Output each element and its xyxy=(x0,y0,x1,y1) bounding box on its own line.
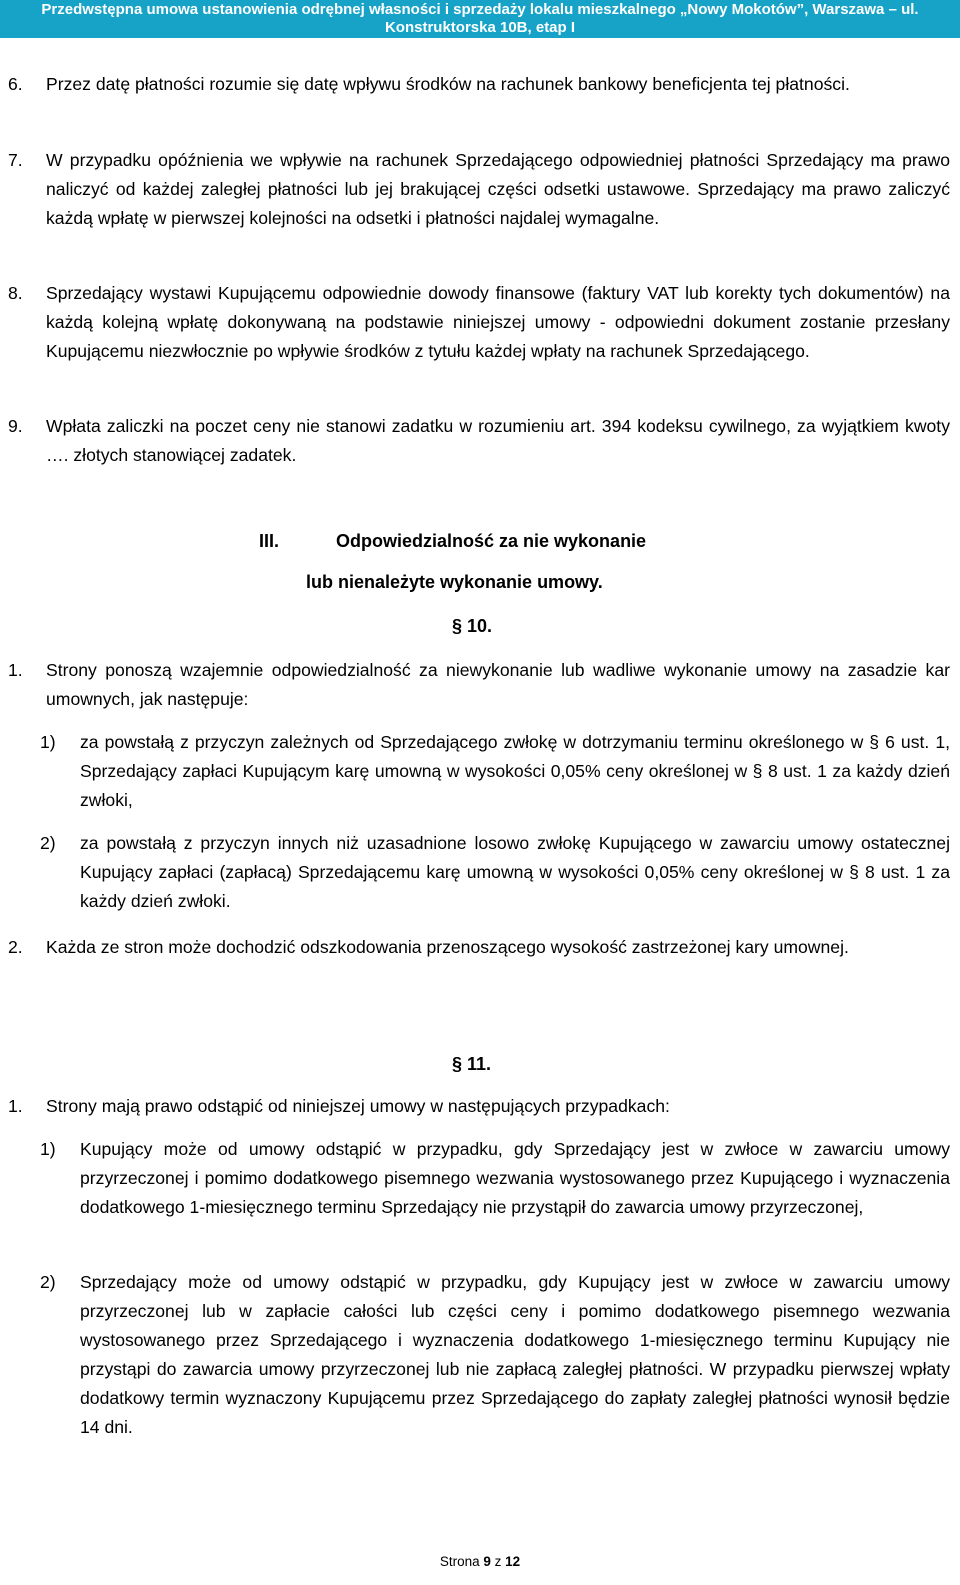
item-6-text: Przez datę płatności rozumie się datę wpływu środków na rachunek bankowy beneficjenta tej płatności. xyxy=(46,74,850,94)
footer-prefix: Strona xyxy=(439,1554,484,1569)
s11-item-number-1: 1. xyxy=(8,1096,23,1116)
item-number-7: 7. xyxy=(8,150,23,170)
s10-subitem-1-text: za powstałą z przyczyn zależnych od Sprzedającego zwłokę w dotrzymaniu terminu określonego w § 6 ust. 1, Sprzedający zapłaci Kupującym karę umowną w wysokości 0,05% ceny określonej w § 8 ust. 1 za każdy dzień zwłoki, xyxy=(80,732,950,810)
header-line-2: Konstruktorska 10B, etap I xyxy=(384,19,576,36)
section-roman-numeral: III. xyxy=(259,531,280,551)
section-title-line-1: Odpowiedzialność za nie wykonanie xyxy=(336,531,647,551)
item-9-text: Wpłata zaliczki na poczet ceny nie stanowi zadatku w rozumieniu art. 394 kodeksu cywilnego, za wyjątkiem kwoty …. złotych stanowiącej zadatek. xyxy=(46,416,950,465)
header-line-1: Przedwstępna umowa ustanowienia odrębnej własności i sprzedaży lokalu mieszkalnego „Nowy Mokotów”, Warszawa – ul. xyxy=(41,1,919,18)
s10-item-2-text: Każda ze stron może dochodzić odszkodowania przenoszącego wysokość zastrzeżonej kary umownej. xyxy=(46,937,849,957)
s10-subitem-number-2: 2) xyxy=(40,833,56,853)
s11-subitem-number-2: 2) xyxy=(40,1272,56,1292)
item-number-9: 9. xyxy=(8,416,23,436)
s11-subitem-2-text: Sprzedający może od umowy odstąpić w przypadku, gdy Kupujący jest w zwłoce w zawarciu umowy przyrzeczonej lub w zapłacie całości lub części ceny i pomimo dodatkowego pisemnego wezwania wystosowanego przez Sprzedającego i wyznaczenia dodatkowego 1-miesięcznego terminu Kupujący nie przystąpi do zawarcia umowy przyrzeczonej lub nie zapłacą zaległej płatności. W przypadku pierwszej wpłaty dodatkowy termin wyznaczony Kupującemu przez Sprzedającego do zapłaty zaległej płatności wynosił będzie 14 dni. xyxy=(80,1272,950,1437)
section-title-line-2: lub nienależyte wykonanie umowy. xyxy=(306,572,603,592)
footer-page-total: 12 xyxy=(505,1554,521,1569)
s10-item-1-text: Strony ponoszą wzajemnie odpowiedzialność za niewykonanie lub wadliwe wykonanie umowy na zasadzie kar umownych, jak następuje: xyxy=(46,660,950,709)
s10-item-number-1: 1. xyxy=(8,660,23,680)
s10-subitem-2-text: za powstałą z przyczyn innych niż uzasadnione losowo zwłokę Kupującego w zawarciu umowy ostatecznej Kupujący zapłaci (zapłacą) Sprzedającemu karę umowną w wysokości 0,05% ceny określonej w § 8 ust. 1 za każdy dzień zwłoki. xyxy=(80,833,950,911)
item-8-text: Sprzedający wystawi Kupującemu odpowiednie dowody finansowe (faktury VAT lub korekty tych dokumentów) na każdą kolejną wpłatę dokonywaną na podstawie niniejszej umowy - odpowiedni dokument zostanie przesłany Kupującemu niezwłocznie po wpływie środków z tytułu każdej wpłaty na rachunek Sprzedającego. xyxy=(46,283,950,361)
document-header xyxy=(0,0,960,38)
footer-of: z xyxy=(490,1554,506,1569)
footer-page-number: 9 xyxy=(483,1554,491,1569)
item-7-text: W przypadku opóźnienia we wpływie na rachunek Sprzedającego odpowiedniej płatności Sprzedający ma prawo naliczyć od każdej zaległej płatności lub jej brakującej części odsetki ustawowe. Sprzedający ma prawo zaliczyć każdą wpłatę w pierwszej kolejności na odsetki i płatności najdalej wymagalne. xyxy=(46,150,950,228)
page-footer xyxy=(0,1553,960,1571)
paragraph-mark-10: § 10. xyxy=(452,616,493,636)
s11-subitem-number-1: 1) xyxy=(40,1139,56,1159)
s10-item-number-2: 2. xyxy=(8,937,23,957)
s11-subitem-1-text: Kupujący może od umowy odstąpić w przypadku, gdy Sprzedający jest w zwłoce w zawarciu umowy przyrzeczonej i pomimo dodatkowego pisemnego wezwania wystosowanego przez Kupującego i wyznaczenia dodatkowego 1-miesięcznego terminu Sprzedający nie przystąpił do zawarcia umowy przyrzeczonej, xyxy=(80,1139,950,1217)
s11-item-1-text: Strony mają prawo odstąpić od niniejszej umowy w następujących przypadkach: xyxy=(46,1096,670,1116)
s10-subitem-number-1: 1) xyxy=(40,732,56,752)
item-number-6: 6. xyxy=(8,74,23,94)
paragraph-mark-11: § 11. xyxy=(452,1054,492,1074)
item-number-8: 8. xyxy=(8,283,23,303)
